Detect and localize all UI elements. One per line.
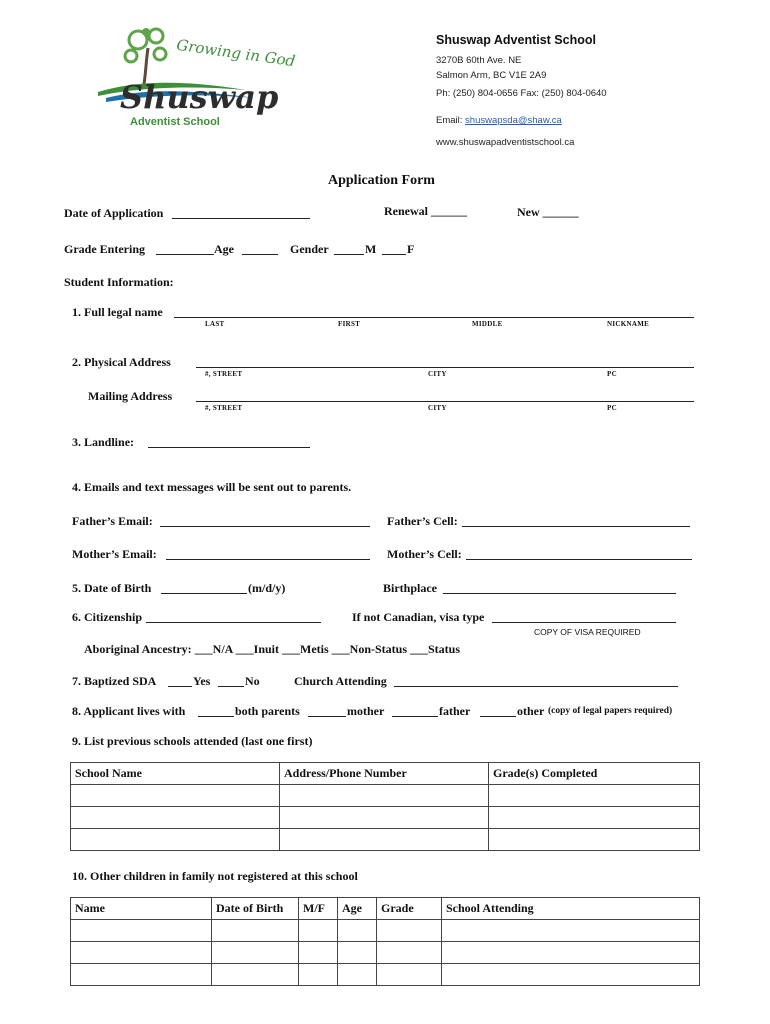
child-age-cell[interactable] <box>338 964 377 986</box>
child-school-cell[interactable] <box>442 964 700 986</box>
table-header-row <box>71 898 700 920</box>
gender-f-field[interactable] <box>382 254 406 255</box>
lives-mother-label: mother <box>347 704 385 718</box>
header-name: Name <box>71 898 212 920</box>
grade-entering-field[interactable] <box>156 254 214 255</box>
caption-nickname: NICKNAME <box>607 320 650 328</box>
student-info-heading: Student Information: <box>64 275 174 289</box>
birthplace-label: Birthplace <box>383 581 437 595</box>
grade-cell[interactable] <box>489 785 700 807</box>
visa-type-field[interactable] <box>492 622 676 623</box>
age-label: Age <box>214 242 234 256</box>
table-header-row <box>71 763 700 785</box>
email-link[interactable]: shuswapsda@shaw.ca <box>465 115 562 126</box>
child-grade-cell[interactable] <box>377 920 442 942</box>
logo-sub: Adventist School <box>130 116 220 128</box>
mother-cell-field[interactable] <box>466 559 692 560</box>
lives-both-label: both parents <box>235 704 300 718</box>
caption-first: FIRST <box>338 320 361 328</box>
school-address-2: Salmon Arm, BC V1E 2A9 <box>436 70 547 81</box>
header-grades-completed: Grade(s) Completed <box>489 763 700 785</box>
lives-mother-field[interactable] <box>308 716 346 717</box>
child-grade-cell[interactable] <box>377 964 442 986</box>
child-age-cell[interactable] <box>338 942 377 964</box>
child-name-cell[interactable] <box>71 964 212 986</box>
caption-last: LAST <box>205 320 225 328</box>
table-row <box>71 829 700 851</box>
renewal-option[interactable]: Renewal ______ <box>384 204 467 218</box>
lives-other-label: other <box>517 704 545 718</box>
grade-entering-label: Grade Entering <box>64 242 145 256</box>
header-mf: M/F <box>299 898 338 920</box>
school-name: Shuswap Adventist School <box>436 33 596 47</box>
dob-format: (m/d/y) <box>248 581 286 595</box>
mother-email-field[interactable] <box>166 559 370 560</box>
full-legal-name-field[interactable] <box>174 317 694 318</box>
legal-papers-note: (copy of legal papers required) <box>548 706 673 716</box>
age-field[interactable] <box>242 254 278 255</box>
header-school-name: School Name <box>71 763 280 785</box>
church-attending-field[interactable] <box>394 686 678 687</box>
caption-city: CITY <box>428 370 447 378</box>
mailing-address-label: Mailing Address <box>88 389 173 403</box>
child-mf-cell[interactable] <box>299 942 338 964</box>
father-email-field[interactable] <box>160 526 370 527</box>
child-name-cell[interactable] <box>71 920 212 942</box>
gender-m-label: M <box>365 242 377 256</box>
mother-cell-label: Mother’s Cell: <box>387 547 462 561</box>
address-cell[interactable] <box>280 785 489 807</box>
emails-note: 4. Emails and text messages will be sent out to parents. <box>72 480 352 494</box>
header-grade: Grade <box>377 898 442 920</box>
baptized-yes-field[interactable] <box>168 686 192 687</box>
gender-f-label: F <box>407 242 415 256</box>
table-row <box>71 964 700 986</box>
table-row <box>71 785 700 807</box>
baptized-no-label: No <box>245 674 260 688</box>
full-legal-name-label: 1. Full legal name <box>72 305 163 319</box>
logo-tagline: Growing in God <box>175 35 297 71</box>
landline-field[interactable] <box>148 447 310 448</box>
previous-schools-heading: 9. List previous schools attended (last one first) <box>72 734 313 748</box>
baptized-yes-label: Yes <box>193 674 211 688</box>
caption-middle: MIDDLE <box>472 320 503 328</box>
birthplace-field[interactable] <box>443 593 676 594</box>
child-dob-cell[interactable] <box>212 964 299 986</box>
gender-m-field[interactable] <box>334 254 364 255</box>
citizenship-field[interactable] <box>146 622 321 623</box>
child-name-cell[interactable] <box>71 942 212 964</box>
caption-mail-pc: PC <box>607 404 617 412</box>
previous-schools-table <box>70 762 700 851</box>
landline-label: 3. Landline: <box>72 435 135 449</box>
baptized-sda-label: 7. Baptized SDA <box>72 674 157 688</box>
date-of-application-label: Date of Application <box>64 206 164 220</box>
other-children-table <box>70 897 700 986</box>
table-row <box>71 920 700 942</box>
school-name-cell[interactable] <box>71 807 280 829</box>
school-name-cell[interactable] <box>71 829 280 851</box>
father-cell-label: Father’s Cell: <box>387 514 458 528</box>
father-cell-field[interactable] <box>462 526 690 527</box>
caption-mail-street: #, STREET <box>205 404 243 412</box>
caption-mail-city: CITY <box>428 404 447 412</box>
child-mf-cell[interactable] <box>299 920 338 942</box>
caption-street: #, STREET <box>205 370 243 378</box>
mother-email-label: Mother’s Email: <box>72 547 157 561</box>
logo-name: Shuswap <box>120 78 279 116</box>
aboriginal-ancestry[interactable]: Aboriginal Ancestry: ___N/A ___Inuit ___Metis ___Non-Status ___Status <box>84 642 461 656</box>
school-logo <box>96 26 297 132</box>
mailing-address-field[interactable] <box>196 401 694 402</box>
lives-other-field[interactable] <box>480 716 516 717</box>
grade-cell[interactable] <box>489 807 700 829</box>
header-age: Age <box>338 898 377 920</box>
child-age-cell[interactable] <box>338 920 377 942</box>
child-dob-cell[interactable] <box>212 942 299 964</box>
school-name-cell[interactable] <box>71 785 280 807</box>
date-of-birth-label: 5. Date of Birth <box>72 581 152 595</box>
form-title: Application Form <box>328 173 435 188</box>
caption-pc: PC <box>607 370 617 378</box>
citizenship-label: 6. Citizenship <box>72 610 143 624</box>
new-option[interactable]: New ______ <box>517 205 579 219</box>
header-address-phone: Address/Phone Number <box>280 763 489 785</box>
school-website[interactable]: www.shuswapadventistschool.ca <box>436 137 575 148</box>
grade-cell[interactable] <box>489 829 700 851</box>
address-cell[interactable] <box>280 829 489 851</box>
visa-type-label: If not Canadian, visa type <box>352 610 485 624</box>
address-cell[interactable] <box>280 807 489 829</box>
child-school-cell[interactable] <box>442 942 700 964</box>
date-of-application-field[interactable] <box>172 218 310 219</box>
father-email-label: Father’s Email: <box>72 514 153 528</box>
child-dob-cell[interactable] <box>212 920 299 942</box>
physical-address-label: 2. Physical Address <box>72 355 171 369</box>
lives-father-label: father <box>439 704 471 718</box>
table-row <box>71 807 700 829</box>
lives-both-field[interactable] <box>198 716 234 717</box>
child-grade-cell[interactable] <box>377 942 442 964</box>
header-date-of-birth: Date of Birth <box>212 898 299 920</box>
lives-father-field[interactable] <box>392 716 438 717</box>
school-email-row <box>436 115 562 126</box>
church-attending-label: Church Attending <box>294 674 387 688</box>
table-row <box>71 942 700 964</box>
baptized-no-field[interactable] <box>218 686 244 687</box>
email-label: Email: <box>436 115 466 126</box>
child-mf-cell[interactable] <box>299 964 338 986</box>
other-children-heading: 10. Other children in family not registered at this school <box>72 869 358 883</box>
school-phone: Ph: (250) 804-0656 Fax: (250) 804-0640 <box>436 88 607 99</box>
visa-note: COPY OF VISA REQUIRED <box>534 627 641 637</box>
school-address-1: 3270B 60th Ave. NE <box>436 55 522 66</box>
physical-address-field[interactable] <box>196 367 694 368</box>
lives-with-label: 8. Applicant lives with <box>72 704 186 718</box>
gender-label: Gender <box>290 242 329 256</box>
date-of-birth-field[interactable] <box>161 593 247 594</box>
child-school-cell[interactable] <box>442 920 700 942</box>
header-school-attending: School Attending <box>442 898 700 920</box>
